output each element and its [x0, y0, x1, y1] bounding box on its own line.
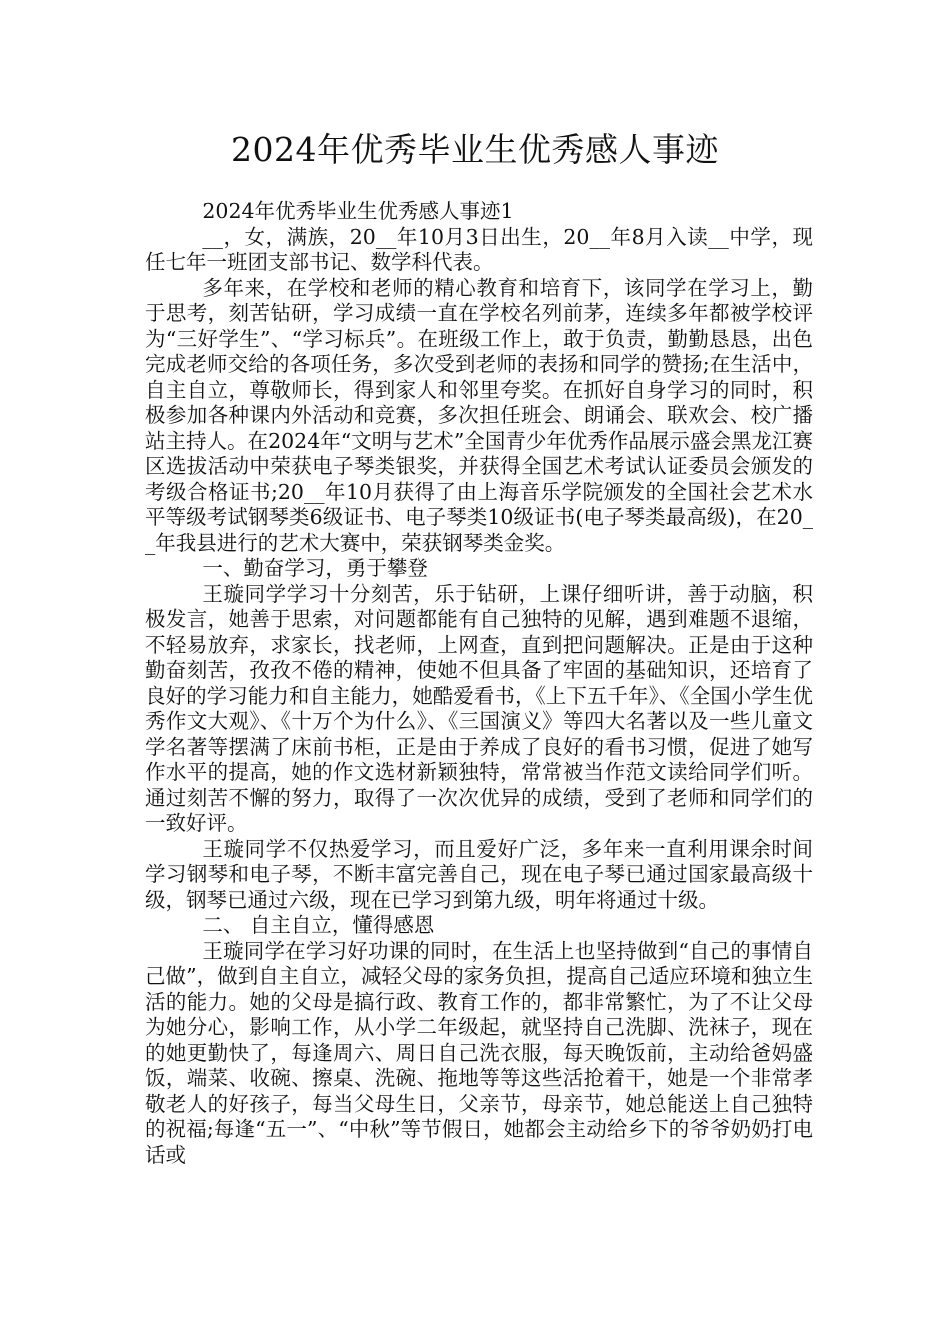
- document-title: 2024年优秀毕业生优秀感人事迹: [231, 130, 719, 169]
- paragraph-independence: 王璇同学在学习好功课的同时，在生活上也坚持做到“自己的事情自己做”，做到自主自立，减轻父母的家务负担，提高自己适应环境和独立生活的能力。她的父母是搞行政、教育工作的，都非常繁忙，为了不让父母为她分心，影响工作，从小学二年级起，就坚持自己洗脚、洗袜子，现在的她更勤快了，每逢周六、周日自己洗衣服，每天晚饭前，主动给爸妈盛饭，端菜、收碗、擦桌、洗碗、拖地等等这些活抢着干，她是一个非常孝敬老人的好孩子，每当父母生日，父亲节，母亲节，她总能送上自己独特的祝福;每逢“五一”、“中秋”等节假日，她都会主动给乡下的爷爷奶奶打电话或: [145, 938, 813, 1167]
- paragraph-hobbies: 王璇同学不仅热爱学习，而且爱好广泛，多年来一直利用课余时间学习钢琴和电子琴，不断丰富完善自己，现在电子琴已通过国家最高级十级，钢琴已通过六级，现在已学习到第九级，明年将通过十级。: [145, 836, 813, 912]
- section-heading-2: 二、 自主自立，懂得感恩: [202, 913, 435, 937]
- document-body: [145, 199, 813, 1168]
- section-heading-1: 一、勤奋学习，勇于攀登: [202, 556, 428, 580]
- document-subtitle: 2024年优秀毕业生优秀感人事迹1: [202, 199, 514, 223]
- paragraph-summary: 多年来，在学校和老师的精心教育和培育下，该同学在学习上，勤于思考，刻苦钻研，学习成绩一直在学校名列前茅，连续多年都被学校评为“三好学生”、“学习标兵”。在班级工作上，敢于负责，勤勤恳恳，出色完成老师交给的各项任务，多次受到老师的表扬和同学的赞扬;在生活中，自主自立，尊敬师长，得到家人和邻里夸奖。在抓好自身学习的同时，积极参加各种课内外活动和竞赛，多次担任班会、朗诵会、联欢会、校广播站主持人。在2024年“文明与艺术”全国青少年优秀作品展示盛会黑龙江赛区选拔活动中荣获电子琴类银奖，并获得全国艺术考试认证委员会颁发的考级合格证书;20__年10月获得了由上海音乐学院颁发的全国社会艺术水平等级考试钢琴类6级证书、电子琴类10级证书(电子琴类最高级)，在20__年我县进行的艺术大赛中，荣获钢琴类金奖。: [145, 275, 813, 555]
- paragraph-study: 王璇同学学习十分刻苦，乐于钻研，上课仔细听讲，善于动脑，积极发言，她善于思索，对问题都能有自己独特的见解，遇到难题不退缩，不轻易放弃，求家长，找老师，上网查，直到把问题解决。正是由于这种勤奋刻苦，孜孜不倦的精神，使她不但具备了牢固的基础知识，还培育了良好的学习能力和自主能力，她酷爱看书，《上下五千年》、《全国小学生优秀作文大观》、《十万个为什么》、《三国演义》等四大名著以及一些儿童文学名著等摆满了床前书柜，正是由于养成了良好的看书习惯，促进了她写作水平的提高，她的作文选材新颖独特，常常被当作范文读给同学们听。通过刻苦不懈的努力，取得了一次次优异的成绩，受到了老师和同学们的一致好评。: [145, 581, 813, 835]
- paragraph-intro: __，女，满族，20__年10月3日出生，20__年8月入读__中学，现任七年一班团支部书记、数学科代表。: [145, 224, 813, 274]
